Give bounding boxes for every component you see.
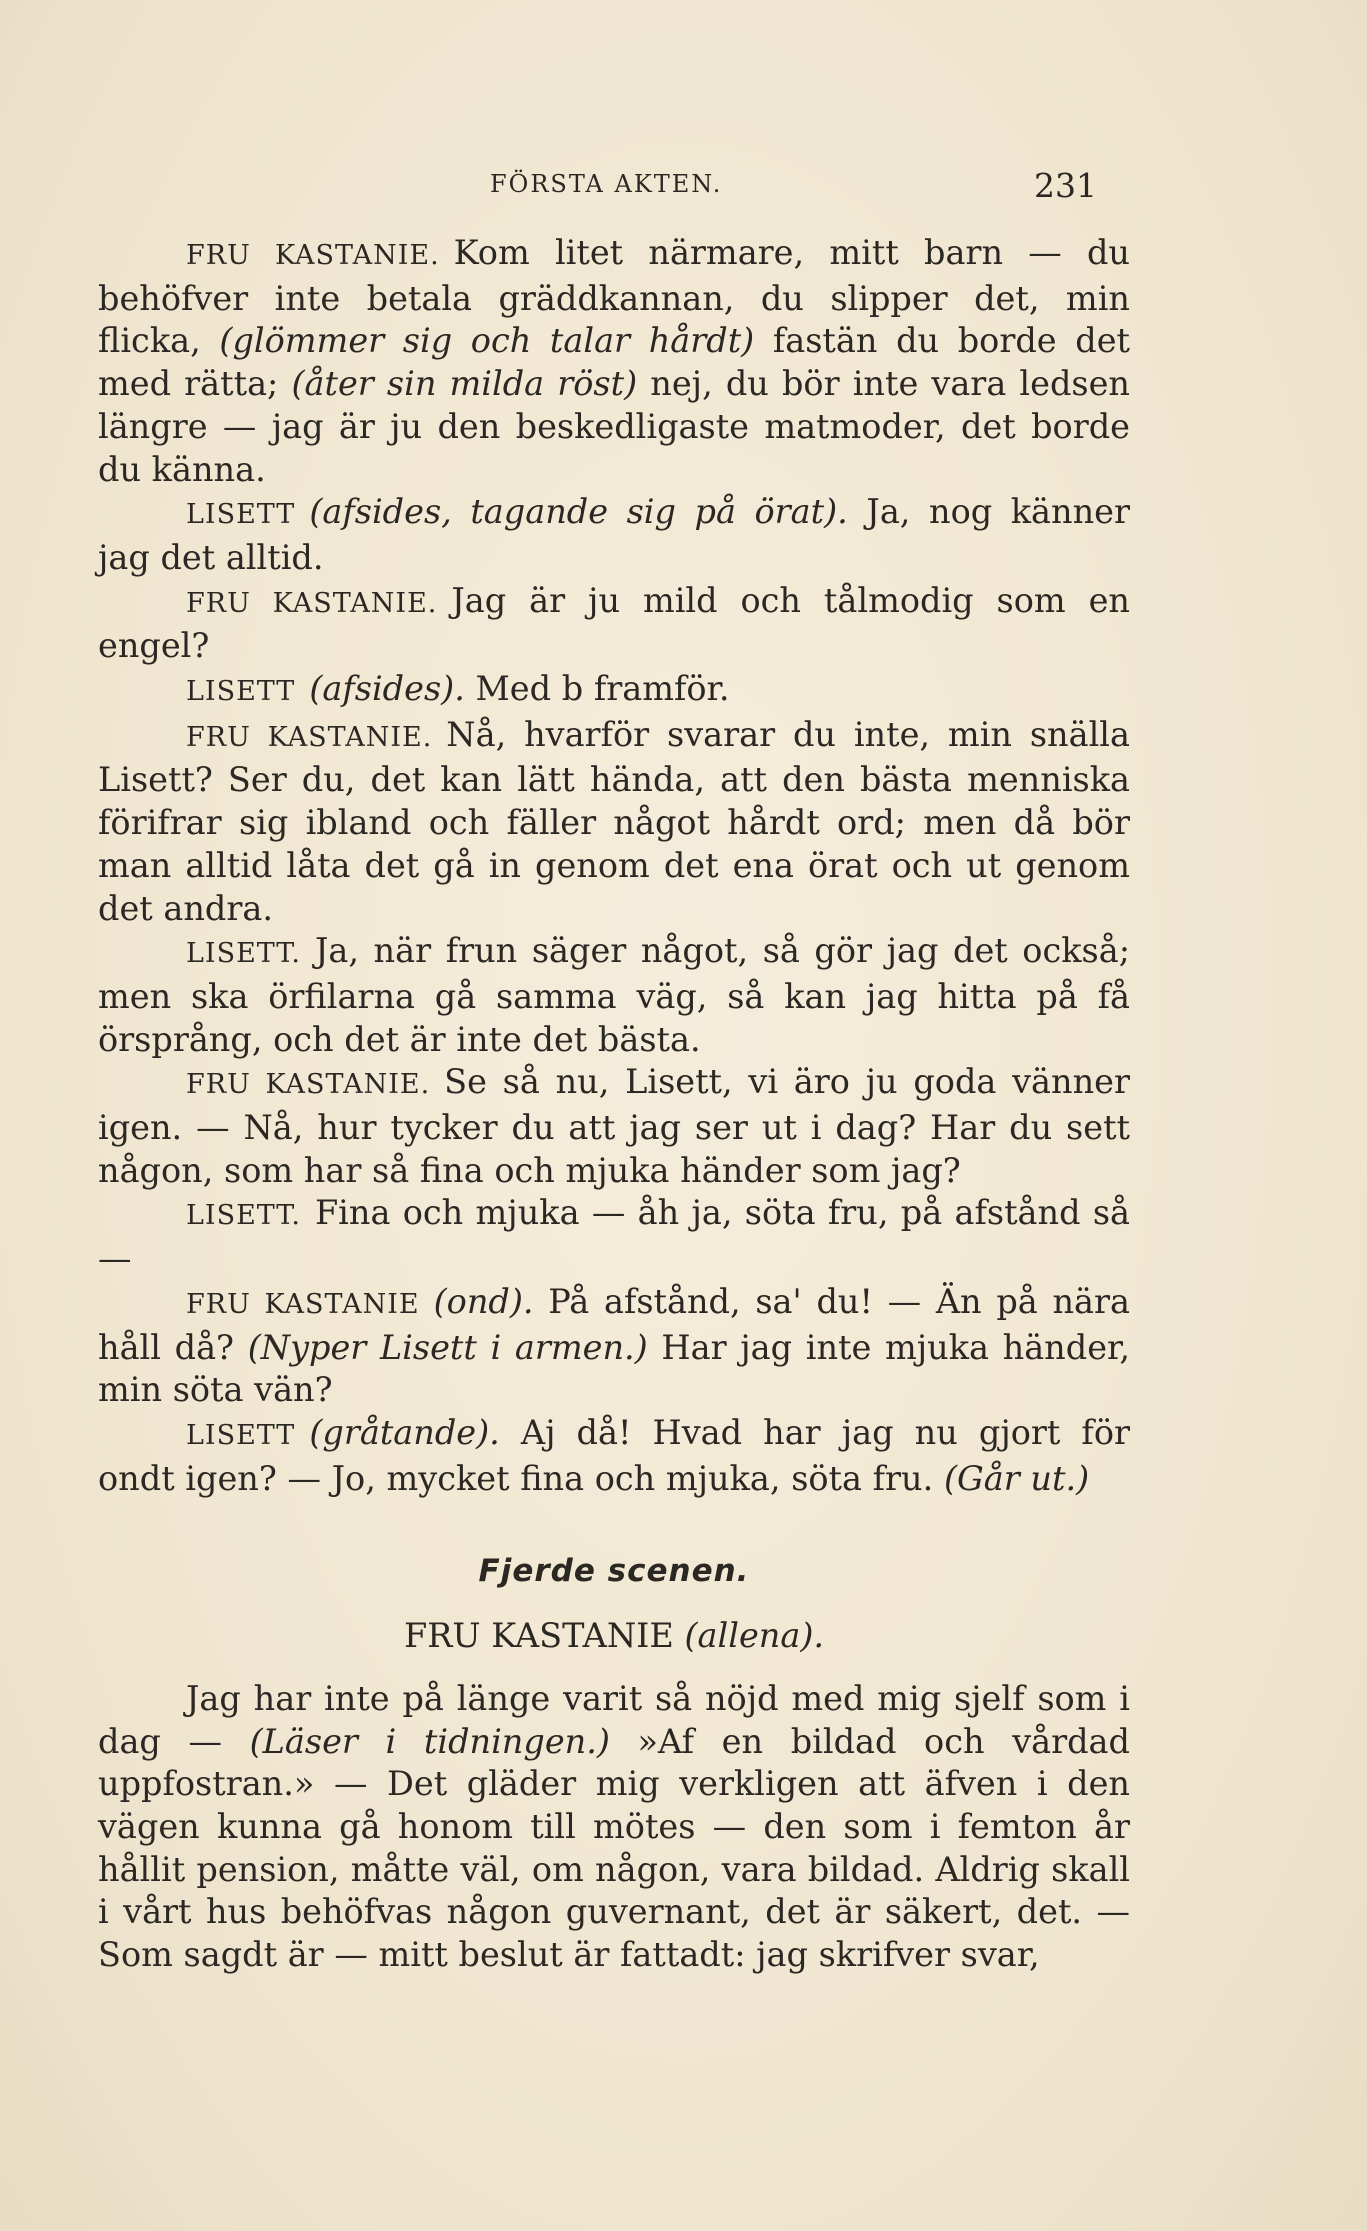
running-title: FÖRSTA AKTEN.: [490, 170, 723, 198]
speech-text: Ja, när frun säger något, så gör jag det också; men ska örfilarna gå samma väg, så kan jag hitta på få örsprång, och det är inte det bästa.: [98, 931, 1130, 1059]
scene-paragraph: [98, 1678, 1130, 1977]
dialogue-paragraph: [98, 580, 1130, 668]
speech-text: Nå, hvarför svarar du inte, min snälla Lisett? Ser du, det kan lätt hända, att den bästa menniska förifrar sig ibland och fäller något hårdt ord; men då bör man alltid låta det gå in genom det ena örat och ut genom det andra.: [98, 714, 1130, 928]
dialogue-paragraph: [98, 1412, 1130, 1500]
speaker-name: FRU KASTANIE.: [186, 1069, 431, 1101]
speech-text: Med b framför.: [464, 669, 730, 709]
speech-text: På afstånd, sa' du! — Än på nära håll då?: [98, 1281, 1130, 1367]
body-text: [98, 232, 1130, 1977]
stage-direction: (Läser i tidningen.): [249, 1721, 610, 1761]
scene-title: Fjerde scenen.: [478, 1553, 750, 1590]
speaker-name: LISETT.: [186, 938, 301, 970]
speaker-name: LISETT.: [186, 1200, 301, 1232]
stage-direction: (åter sin milda röst): [291, 364, 638, 404]
speech-text: Har jag inte mjuka händer, min söta vän?: [98, 1327, 1131, 1410]
scene-cast: [98, 1615, 1130, 1658]
running-head: [0, 166, 1367, 206]
dialogue-paragraph: [98, 1281, 1130, 1412]
scene-cast-direction: (allena).: [684, 1616, 825, 1656]
dialogue-paragraph: [98, 668, 1130, 714]
dialogue-paragraph: [98, 714, 1130, 931]
speaker-name: FRU KASTANIE: [186, 1288, 420, 1320]
speech-text: fastän du borde det med rätta;: [98, 321, 1130, 404]
stage-direction: (afsides).: [309, 669, 465, 709]
stage-direction: (Nyper Lisett i armen.): [247, 1327, 648, 1367]
dialogue: [98, 232, 1130, 1500]
stage-direction: (gråtande).: [309, 1412, 500, 1452]
speaker-name: FRU KASTANIE.: [186, 240, 440, 271]
speech-text: Aj då! Hvad har jag nu gjort för ondt igen? — Jo, mycket fina och mjuka, söta fru.: [98, 1412, 1130, 1498]
speech-text: »Af en bildad och vårdad uppfostran.» — Det gläder mig verkligen att äfven i den vägen kunna gå honom till mötes — den som i femton år hållit pension, måtte väl, om någon, vara bildad. Aldrig skall i vårt hus behöfvas någon guvernant, det är säkert, det. — Som sagdt är — mitt beslut är fattadt: jag skrifver svar,: [98, 1721, 1130, 1975]
scene-cast-name: FRU KASTANIE: [403, 1616, 674, 1656]
dialogue-paragraph: [98, 491, 1130, 579]
dialogue-paragraph: [98, 232, 1130, 491]
speaker-name: LISETT: [186, 499, 296, 531]
dialogue-paragraph: [98, 930, 1130, 1061]
stage-direction: (ond).: [433, 1281, 534, 1321]
stage-direction: (afsides, tagande sig på örat).: [309, 492, 848, 532]
speech-text: Fina och mjuka — åh ja, söta fru, på afstånd så —: [98, 1193, 1130, 1279]
speech-text: Kom litet närmare, mitt barn — du behöfver inte betala gräddkannan, du slipper det, min flicka,: [98, 233, 1130, 361]
stage-direction: (Går ut.): [943, 1458, 1090, 1498]
speech-text: Se så nu, Lisett, vi äro ju goda vänner igen. — Nå, hur tycker du att jag ser ut i dag? Har du sett någon, som har så fina och mjuka händer som jag?: [98, 1062, 1130, 1190]
speaker-name: LISETT: [186, 1419, 296, 1451]
speaker-name: LISETT: [186, 676, 296, 708]
stage-direction: (glömmer sig och talar hårdt): [219, 321, 755, 361]
speech-text: Jag är ju mild och tålmodig som en engel?: [98, 580, 1130, 666]
speaker-name: FRU KASTANIE.: [186, 721, 433, 753]
dialogue-paragraph: [98, 1192, 1130, 1280]
dialogue-paragraph: [98, 1061, 1130, 1192]
speech-text: Jag har inte på länge varit så nöjd med mig sjelf som i dag —: [98, 1678, 1130, 1761]
speaker-name: FRU KASTANIE.: [186, 587, 438, 619]
speech-text: Ja, nog känner jag det alltid.: [98, 492, 1131, 577]
page-number: 231: [1034, 166, 1097, 205]
speech-text: nej, du bör inte vara ledsen längre — jag är ju den beskedligaste matmoder, det borde du känna.: [98, 364, 1130, 489]
